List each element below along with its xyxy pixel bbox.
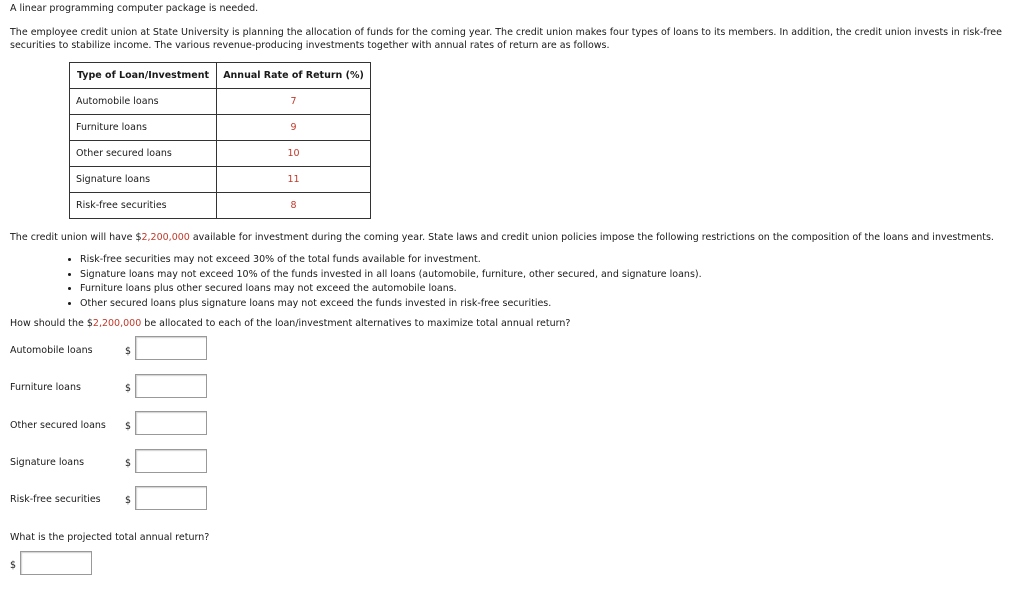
signature-loans-input[interactable]: [135, 449, 207, 473]
loan-rate: 10: [217, 141, 371, 167]
automobile-loans-label: Automobile loans: [10, 345, 93, 356]
currency-symbol: $: [125, 495, 132, 506]
problem-description: The employee credit union at State University is planning the allocation of funds for the coming year. The credit union makes four types of loans to its members. In addition, the credit union invests in risk-free securities to stabilize income. The various revenue-producing investments together with annual rates of return are as follows.: [10, 27, 1002, 51]
rates-table: [69, 62, 371, 219]
funds-text-after: available for investment during the coming year. State laws and credit union policies impose the following restrictions on the composition of the loans and investments.: [189, 232, 994, 243]
loan-rate: 7: [217, 89, 371, 115]
table-row: [70, 193, 371, 219]
restrictions-list: [58, 253, 702, 311]
question-amount: 2,200,000: [92, 318, 142, 329]
header-rate: Annual Rate of Return (%): [217, 63, 371, 89]
signature-loans-label: Signature loans: [10, 457, 85, 468]
intro-text: A linear programming computer package is needed.: [10, 3, 259, 14]
loan-rate: 9: [217, 115, 371, 141]
table-row: [70, 141, 371, 167]
list-item: • Other secured loans plus signature loans may not exceed the funds invested in risk-free securities.: [80, 297, 702, 312]
header-type: Type of Loan/Investment: [70, 63, 217, 89]
loan-name: Other secured loans: [70, 141, 217, 167]
loan-rate: 11: [217, 167, 371, 193]
loan-name: Signature loans: [70, 167, 217, 193]
other-secured-loans-input[interactable]: [135, 411, 207, 435]
table-row: [70, 115, 371, 141]
currency-symbol: $: [125, 421, 132, 432]
currency-symbol: $: [125, 346, 132, 357]
automobile-loans-input[interactable]: [135, 336, 207, 360]
furniture-loans-input[interactable]: [135, 374, 207, 398]
loan-name: Automobile loans: [70, 89, 217, 115]
allocation-question: [10, 318, 570, 329]
funds-paragraph: [10, 232, 994, 243]
table-row: [70, 89, 371, 115]
table-header-row: [70, 63, 371, 89]
other-secured-loans-label: Other secured loans: [10, 420, 106, 431]
funds-text-before: The credit union will have $: [10, 232, 142, 243]
question-text-before: How should the $: [10, 318, 93, 329]
table-row: [70, 167, 371, 193]
currency-symbol: $: [10, 560, 17, 571]
return-question: What is the projected total annual return?: [10, 532, 210, 543]
risk-free-securities-label: Risk-free securities: [10, 494, 101, 505]
loan-rate: 8: [217, 193, 371, 219]
list-item: • Signature loans may not exceed 10% of the funds invested in all loans (automobile, furniture, other secured, and signature loans).: [80, 268, 702, 283]
list-item: • Furniture loans plus other secured loans may not exceed the automobile loans.: [80, 282, 702, 297]
funds-amount: 2,200,000: [141, 232, 190, 243]
currency-symbol: $: [125, 383, 132, 394]
question-text-after: be allocated to each of the loan/investment alternatives to maximize total annual return?: [141, 318, 571, 329]
currency-symbol: $: [125, 458, 132, 469]
loan-name: Furniture loans: [70, 115, 217, 141]
loan-name: Risk-free securities: [70, 193, 217, 219]
risk-free-securities-input[interactable]: [135, 486, 207, 510]
list-item: • Risk-free securities may not exceed 30% of the total funds available for investment.: [80, 253, 702, 268]
total-return-input[interactable]: [20, 551, 92, 575]
furniture-loans-label: Furniture loans: [10, 382, 81, 393]
